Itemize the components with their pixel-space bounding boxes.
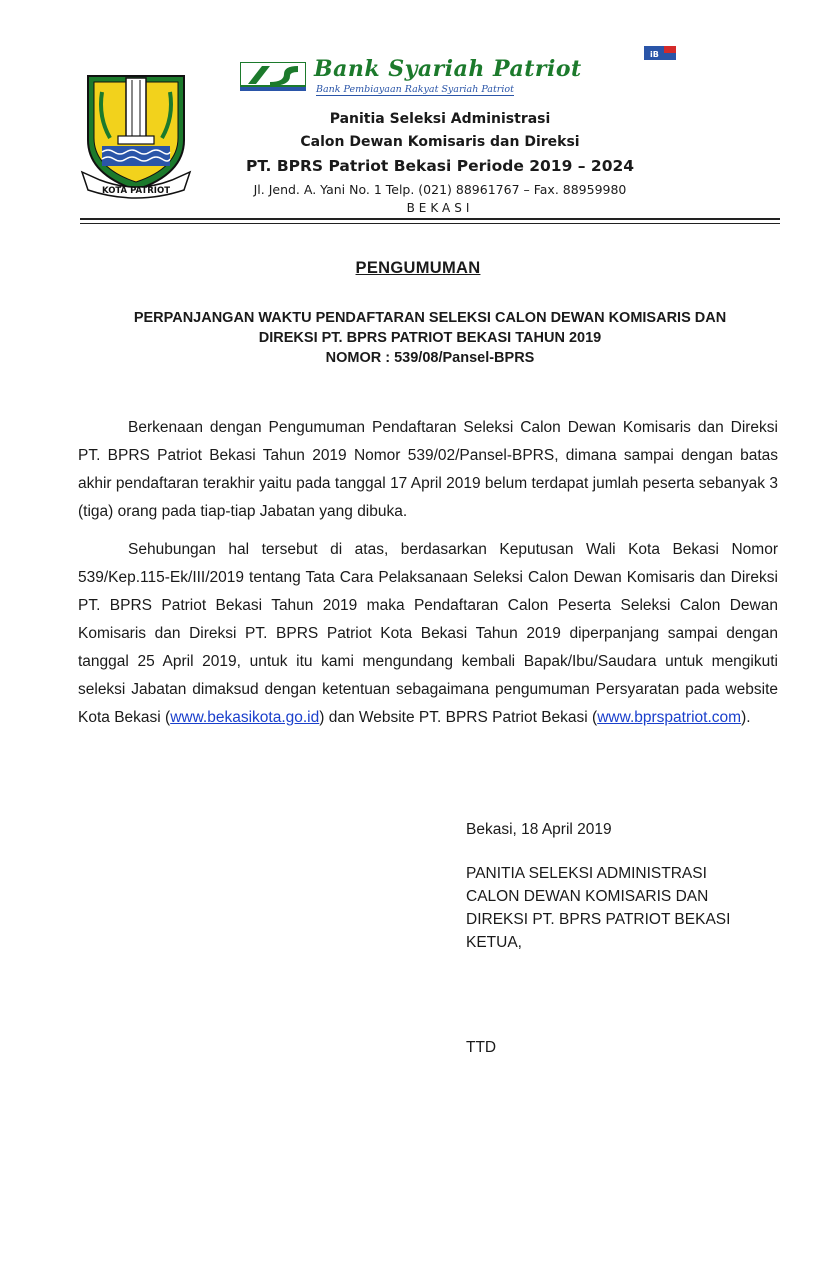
signature-organization: [466, 862, 730, 954]
committee-name: Panitia Seleksi Administrasi: [329, 111, 551, 127]
subject-line-1: PERPANJANGAN WAKTU PENDAFTARAN SELEKSI CALON DEWAN KOMISARIS DAN: [133, 310, 727, 326]
signature-line-3: DIREKSI PT. BPRS PATRIOT BEKASI: [466, 911, 731, 928]
link-bprspatriot[interactable]: www.bprspatriot.com: [597, 709, 742, 726]
bank-mark-icon: [240, 62, 306, 92]
company-period: PT. BPRS Patriot Bekasi Periode 2019 – 2024: [245, 157, 635, 175]
signature-line-1: PANITIA SELEKSI ADMINISTRASI: [466, 865, 707, 882]
document-subject: [80, 308, 780, 368]
bank-logo: [240, 50, 680, 98]
header-rule-thick: [80, 218, 780, 220]
signature-line-4: KETUA,: [466, 934, 522, 951]
link-bekasikota[interactable]: www.bekasikota.go.id: [170, 709, 320, 726]
paragraph-2: [78, 536, 778, 732]
paragraph-1-text: Berkenaan dengan Pengumuman Pendaftaran Seleksi Calon Dewan Komisaris dan Direksi PT. BPRS Patriot Bekasi Tahun 2019 Nomor 539/02/Pansel-BPRS, dimana sampai dengan batas akhir pendaftaran terakhir yaitu pada tanggal 17 April 2019 belum terdapat jumlah peserta sebanyak 3 (tiga) orang pada tiap-tiap Jabatan yang dibuka.: [78, 419, 778, 520]
document-number: NOMOR : 539/08/Pansel-BPRS: [325, 350, 535, 366]
document-title: PENGUMUMAN: [355, 259, 481, 277]
signature-ttd: TTD: [466, 1039, 497, 1056]
signature-line-2: CALON DEWAN KOMISARIS DAN: [466, 888, 709, 905]
city-line: BEKASI: [406, 201, 474, 215]
emblem-ribbon-text: KOTA PATRIOT: [101, 186, 171, 196]
subject-line-2: DIREKSI PT. BPRS PATRIOT BEKASI TAHUN 2019: [258, 330, 602, 346]
paragraph-2-text-a: Sehubungan hal tersebut di atas, berdasarkan Keputusan Wali Kota Bekasi Nomor 539/Kep.115-Ek/III/2019 tentang Tata Cara Pelaksanaan Seleksi Calon Dewan Komisaris dan Direksi PT. BPRS Patriot Bekasi Tahun 2019 maka Pendaftaran Calon Peserta Seleksi Calon Dewan Komisaris dan Direksi PT. BPRS Patriot Kota Bekasi Tahun 2019 diperpanjang sampai dengan tanggal 25 April 2019, untuk itu kami mengundang kembali Bapak/Ibu/Saudara untuk mengikuti seleksi Jabatan dimaksud dengan ketentuan sebagaimana pengumuman Persyaratan pada website Kota Bekasi (: [78, 541, 778, 726]
candidates-line: Calon Dewan Komisaris dan Direksi: [300, 134, 580, 150]
header-rule-thin: [80, 223, 780, 224]
kota-bekasi-emblem: [80, 62, 192, 202]
svg-text:iB: iB: [650, 50, 659, 59]
address-line: Jl. Jend. A. Yani No. 1 Telp. (021) 88961767 – Fax. 88959980: [253, 182, 627, 197]
ib-badge-icon: [644, 46, 676, 60]
letterhead-text: [200, 108, 680, 217]
paragraph-1: [78, 414, 778, 526]
paragraph-2-text-b: ) dan Website PT. BPRS Patriot Bekasi (: [319, 709, 598, 726]
bank-subtitle: Bank Pembiayaan Rakyat Syariah Patriot: [316, 84, 514, 95]
bank-name: Bank Syariah Patriot: [314, 56, 582, 82]
paragraph-2-text-c: ).: [741, 709, 751, 726]
signature-date: Bekasi, 18 April 2019: [466, 821, 612, 838]
